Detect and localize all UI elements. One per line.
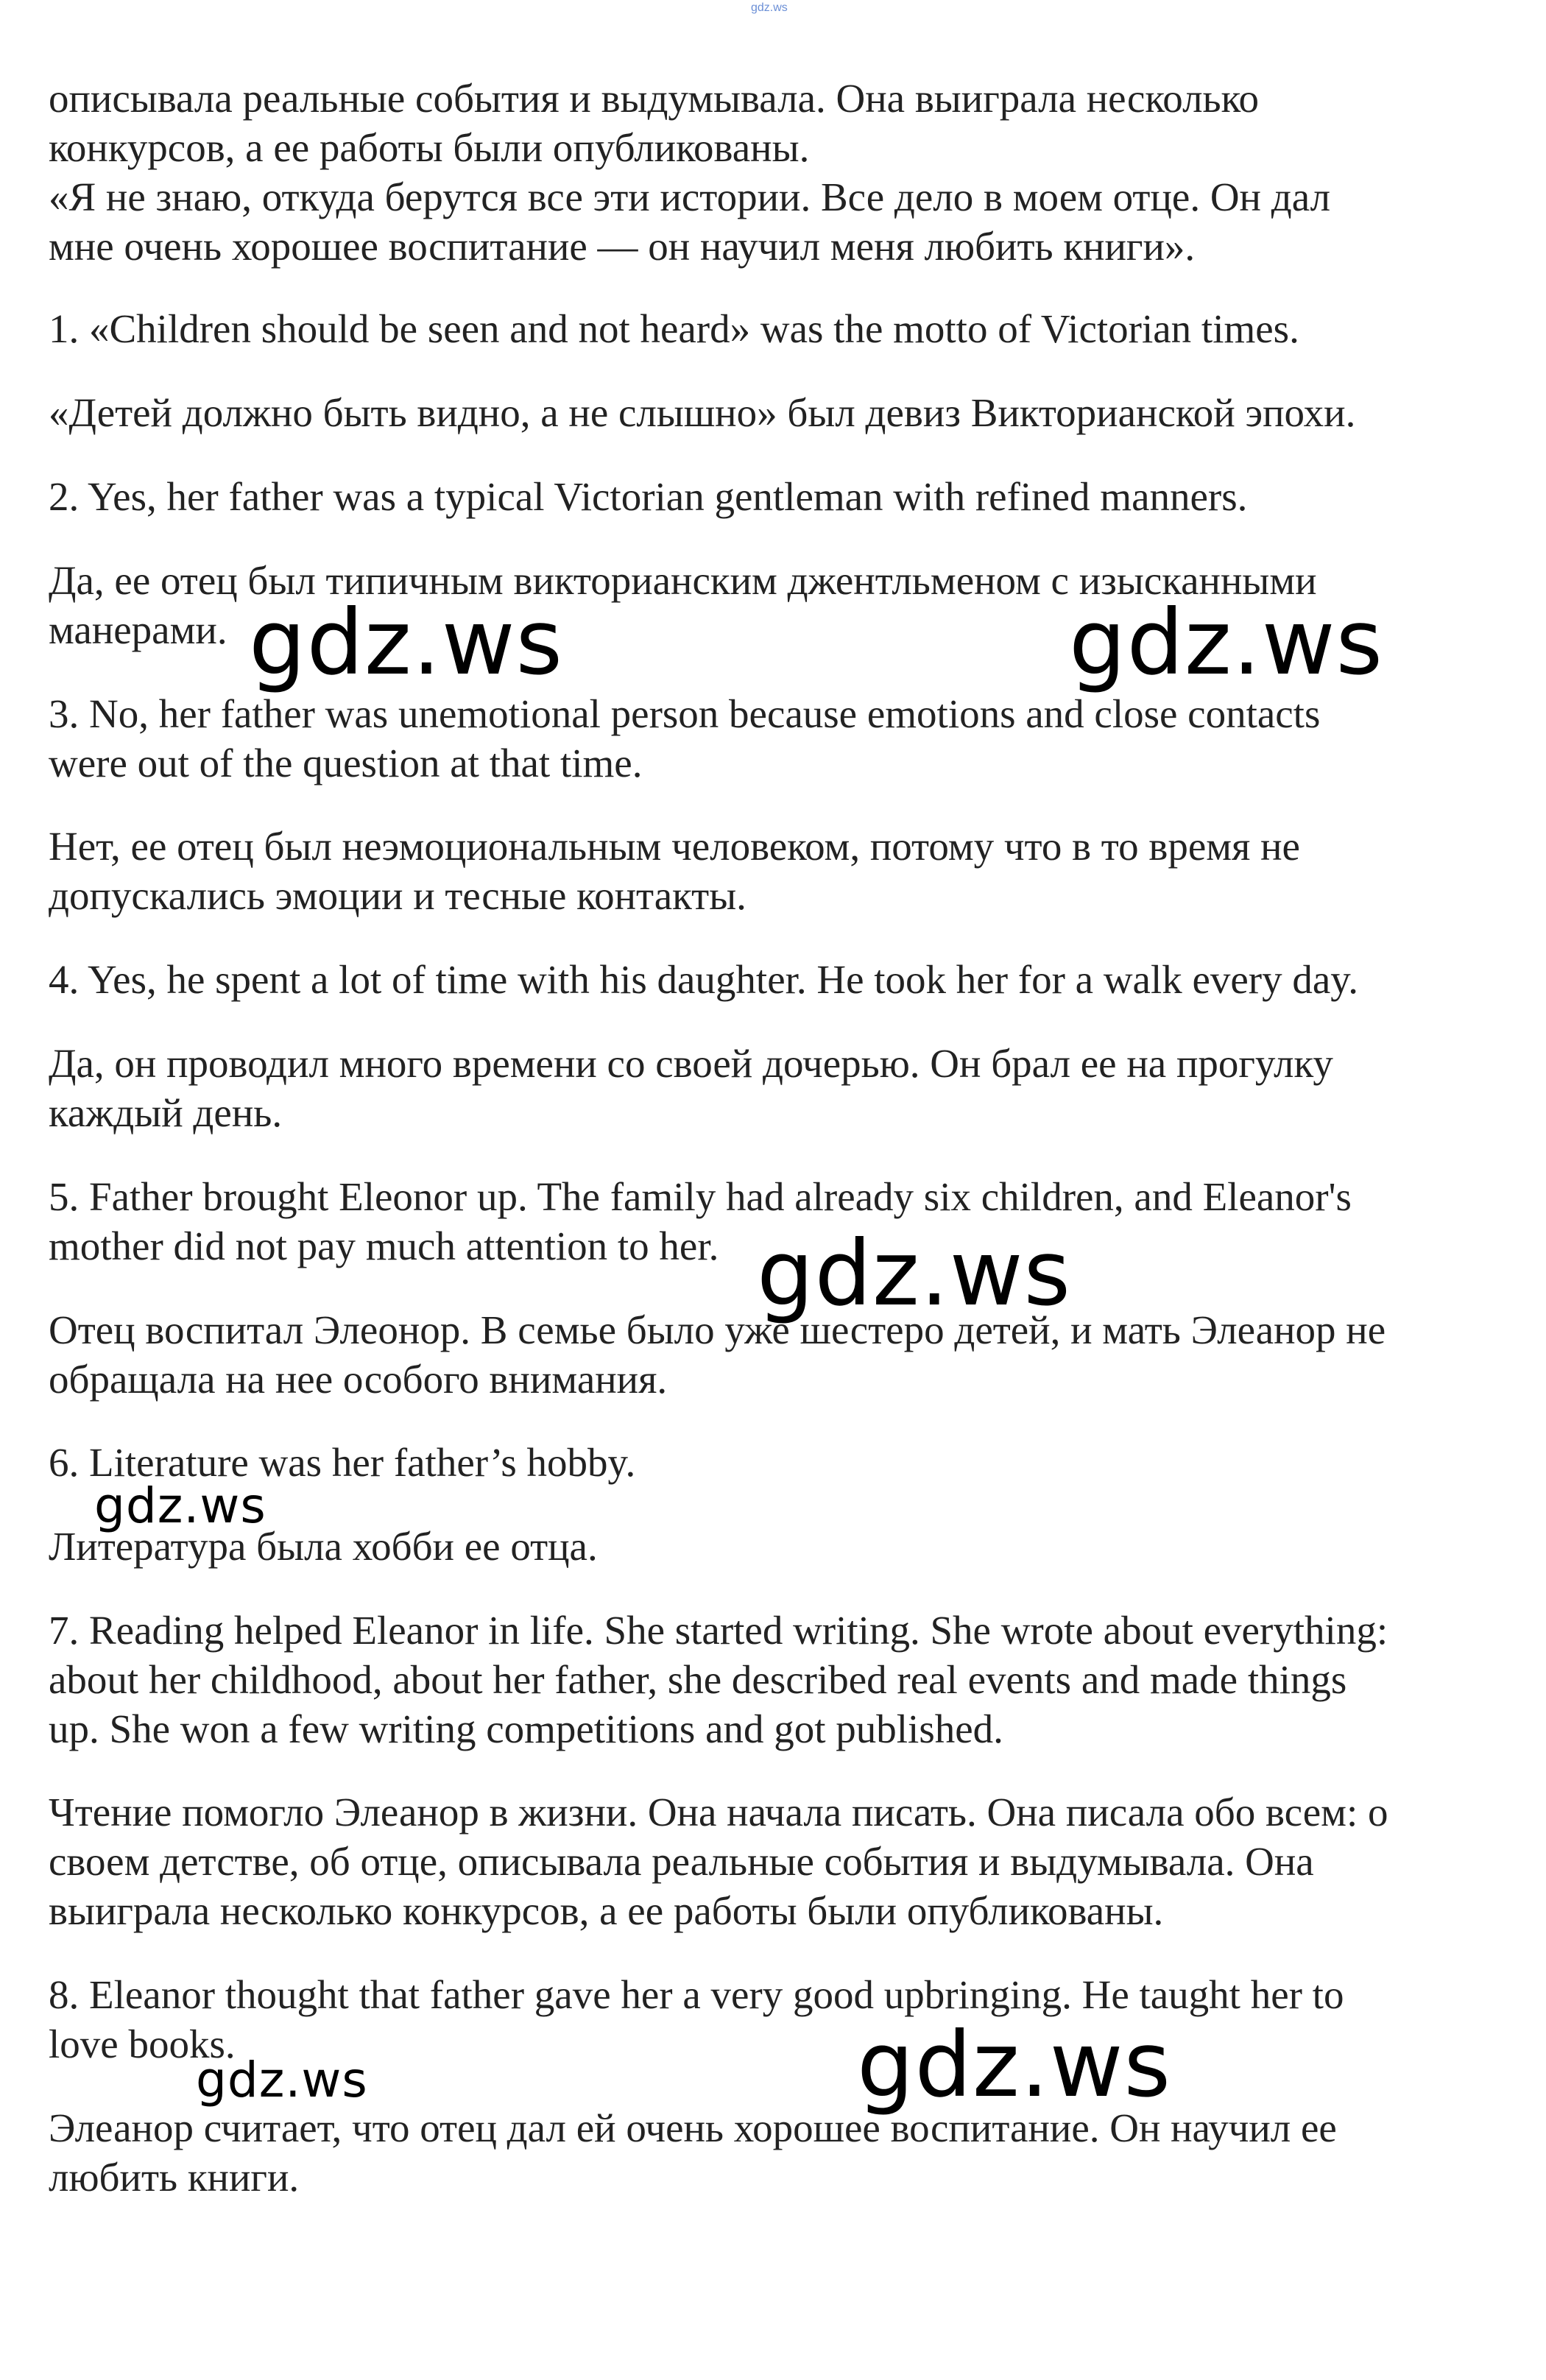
watermark: gdz.ws xyxy=(1069,590,1384,695)
text-line: about her childhood, about her father, she described real events and made things xyxy=(49,1657,1347,1702)
answer-4-en xyxy=(49,955,1492,1004)
text-line: манерами. xyxy=(49,607,227,652)
watermark: gdz.ws xyxy=(857,2013,1172,2117)
text-line: 5. Father brought Eleonor up. The family had already six children, and Eleanor's xyxy=(49,1174,1352,1219)
answer-7-ru xyxy=(49,1787,1492,1935)
text-line: 6. Literature was her father’s hobby. xyxy=(49,1440,636,1485)
text-line: were out of the question at that time. xyxy=(49,741,643,785)
text-line: своем детстве, об отце, описывала реальные события и выдумывала. Она xyxy=(49,1839,1314,1884)
text-line: 2. Yes, her father was a typical Victorian gentleman with refined manners. xyxy=(49,474,1248,519)
answer-7-en xyxy=(49,1606,1492,1754)
answer-1-en xyxy=(49,304,1492,353)
answer-3-ru xyxy=(49,822,1492,920)
text-line: Да, ее отец был типичным викторианским джентльменом с изысканными xyxy=(49,558,1317,603)
text-line: Да, он проводил много времени со своей дочерью. Он брал ее на прогулку xyxy=(49,1041,1333,1086)
text-line: 7. Reading helped Eleanor in life. She started writing. She wrote about everything: xyxy=(49,1608,1388,1653)
text-line: мне очень хорошее воспитание — он научил меня любить книги». xyxy=(49,224,1196,269)
text-line: конкурсов, а ее работы были опубликованы. xyxy=(49,125,810,170)
text-line: «Я не знаю, откуда берутся все эти истории. Все дело в моем отце. Он дал xyxy=(49,174,1331,219)
watermark: gdz.ws xyxy=(249,590,564,695)
watermark: gdz.ws xyxy=(757,1221,1072,1326)
answer-3-en xyxy=(49,689,1492,788)
text-line: выиграла несколько конкурсов, а ее работы были опубликованы. xyxy=(49,1888,1164,1933)
paragraph-intro xyxy=(49,74,1492,271)
text-line: mother did not pay much attention to her. xyxy=(49,1223,719,1268)
watermark: gdz.ws xyxy=(196,2052,368,2108)
text-line: 4. Yes, he spent a lot of time with his daughter. He took her for a walk every day. xyxy=(49,957,1358,1002)
text-line: 1. «Children should be seen and not heard» was the motto of Victorian times. xyxy=(49,306,1299,351)
text-line: обращала на нее особого внимания. xyxy=(49,1357,668,1402)
text-line: Отец воспитал Элеонор. В семье было уже шестеро детей, и мать Элеанор не xyxy=(49,1307,1386,1352)
text-line: 8. Eleanor thought that father gave her a very good upbringing. He taught her to xyxy=(49,1972,1344,2017)
text-line: любить книги. xyxy=(49,2155,300,2200)
answer-8-ru xyxy=(49,2103,1492,2202)
text-line: love books. xyxy=(49,2021,236,2066)
text-line: каждый день. xyxy=(49,1090,283,1135)
answer-1-ru xyxy=(49,388,1492,437)
watermark: gdz.ws xyxy=(94,1477,267,1534)
text-line: допускались эмоции и тесные контакты. xyxy=(49,873,746,918)
text-line: up. She won a few writing competitions and got published. xyxy=(49,1706,1003,1751)
text-line: описывала реальные события и выдумывала. Она выиграла несколько xyxy=(49,76,1260,121)
text-line: 3. No, her father was unemotional person because emotions and close contacts xyxy=(49,691,1321,736)
text-line: «Детей должно быть видно, а не слышно» был девиз Викторианской эпохи. xyxy=(49,390,1356,435)
text-line: Литература была хобби ее отца. xyxy=(49,1524,598,1569)
text-line: Чтение помогло Элеанор в жизни. Она начала писать. Она писала обо всем: о xyxy=(49,1790,1388,1835)
answer-2-en xyxy=(49,472,1492,521)
text-line: Нет, ее отец был неэмоциональным человеком, потому что в то время не xyxy=(49,824,1300,869)
header-watermark: gdz.ws xyxy=(751,1,788,14)
text-line: Элеанор считает, что отец дал ей очень хорошее воспитание. Он научил ее xyxy=(49,2105,1337,2150)
answer-4-ru xyxy=(49,1039,1492,1137)
